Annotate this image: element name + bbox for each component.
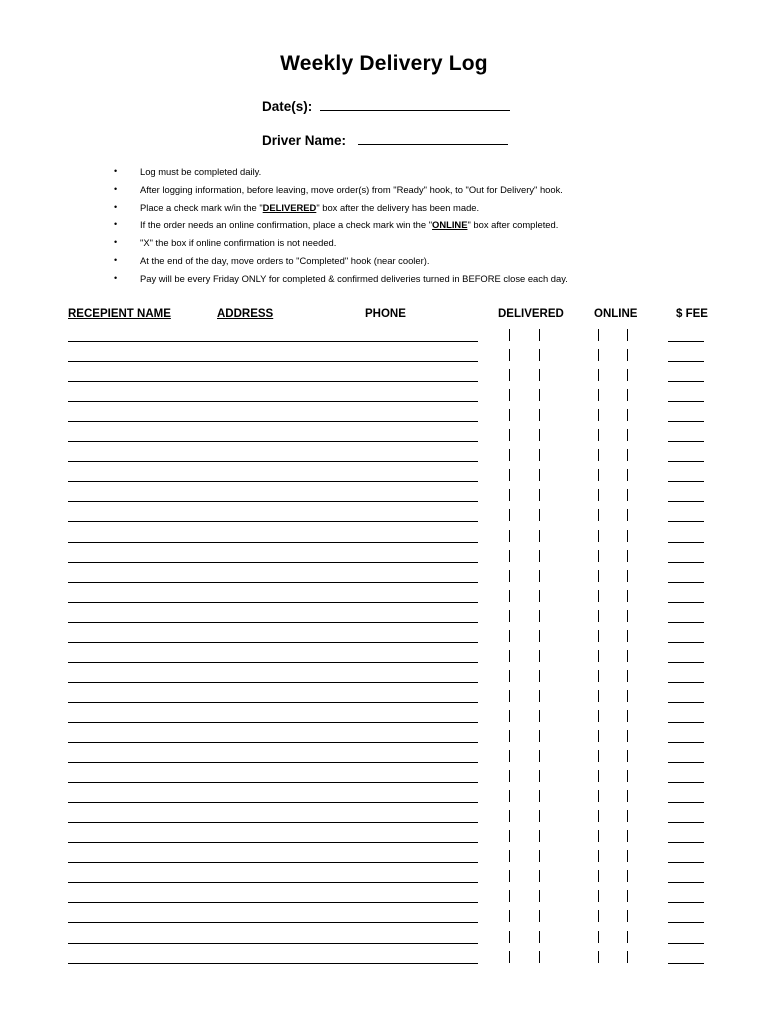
online-box-right-edge [627,389,628,401]
online-box-left-edge [598,610,599,622]
online-box-left-edge [598,810,599,822]
instruction-text: " box after the delivery has been made. [316,201,480,213]
driver-name-blank-line[interactable] [358,132,508,145]
online-box-right-edge [627,850,628,862]
bullet-icon: • [114,272,118,283]
delivered-box-right-edge [539,910,540,922]
log-row [0,803,768,823]
delivered-box-right-edge [539,489,540,501]
online-box-left-edge [598,329,599,341]
delivered-box-right-edge [539,951,540,963]
online-box-left-edge [598,951,599,963]
delivered-box-right-edge [539,409,540,421]
log-row [0,924,768,944]
online-box-left-edge [598,650,599,662]
log-row [0,723,768,743]
delivered-box-left-edge [509,850,510,862]
instruction-text: Place a check mark w/in the " [140,201,263,213]
instruction-text: After logging information, before leaving, move order(s) from "Ready" hook, to "Out for Delivery" hook. [140,183,563,195]
delivered-box-left-edge [509,750,510,762]
delivered-box-left-edge [509,389,510,401]
column-header-recipient-name: RECEPIENT NAME [68,308,171,320]
online-box-left-edge [598,830,599,842]
online-box-right-edge [627,910,628,922]
delivered-box-right-edge [539,389,540,401]
log-row [0,362,768,382]
log-row [0,342,768,362]
delivered-box-left-edge [509,550,510,562]
online-box-right-edge [627,650,628,662]
online-box-left-edge [598,349,599,361]
instruction-item [114,252,764,270]
online-box-left-edge [598,890,599,902]
delivered-box-left-edge [509,931,510,943]
log-row [0,402,768,422]
dates-blank-line[interactable] [320,98,510,111]
instruction-text: Log must be completed daily. [140,166,262,177]
online-box-right-edge [627,670,628,682]
instruction-text: " box after completed. [467,219,559,231]
dates-field [262,98,510,114]
delivered-box-right-edge [539,610,540,622]
online-box-right-edge [627,750,628,762]
online-box-right-edge [627,369,628,381]
online-box-left-edge [598,429,599,441]
online-box-right-edge [627,449,628,461]
log-row [0,883,768,903]
delivered-box-left-edge [509,590,510,602]
log-row [0,462,768,482]
delivered-box-left-edge [509,509,510,521]
delivered-box-right-edge [539,870,540,882]
driver-name-label: Driver Name: [262,133,347,148]
online-box-left-edge [598,750,599,762]
online-box-left-edge [598,550,599,562]
log-row [0,523,768,543]
delivered-box-left-edge [509,770,510,782]
log-row [0,482,768,502]
online-box-left-edge [598,469,599,481]
online-box-left-edge [598,690,599,702]
delivered-box-left-edge [509,469,510,481]
delivered-box-right-edge [539,329,540,341]
delivered-box-right-edge [539,750,540,762]
delivered-box-left-edge [509,329,510,341]
online-box-left-edge [598,489,599,501]
online-box-left-edge [598,509,599,521]
instruction-item [114,199,764,217]
delivered-box-right-edge [539,550,540,562]
online-box-right-edge [627,730,628,742]
log-row [0,623,768,643]
log-row [0,322,768,342]
instruction-item [114,181,764,199]
instruction-emphasis: DELIVERED [262,201,317,213]
online-box-left-edge [598,590,599,602]
delivered-box-right-edge [539,369,540,381]
online-box-left-edge [598,630,599,642]
column-header-online: ONLINE [594,308,638,320]
online-box-right-edge [627,870,628,882]
driver-name-field [262,132,508,148]
bullet-icon: • [114,219,118,230]
delivered-box-left-edge [509,650,510,662]
log-row [0,743,768,763]
online-box-right-edge [627,890,628,902]
online-box-left-edge [598,710,599,722]
online-box-right-edge [627,509,628,521]
log-row [0,663,768,683]
delivered-box-left-edge [509,349,510,361]
online-box-left-edge [598,770,599,782]
column-header-address: ADDRESS [217,308,274,320]
online-box-left-edge [598,570,599,582]
instruction-text: If the order needs an online confirmation, place a check mark win the " [140,219,433,231]
online-box-right-edge [627,550,628,562]
bullet-icon: • [114,237,118,248]
online-box-right-edge [627,329,628,341]
delivered-box-left-edge [509,670,510,682]
bullet-icon: • [114,201,118,212]
delivered-box-left-edge [509,630,510,642]
delivered-box-right-edge [539,670,540,682]
online-box-right-edge [627,429,628,441]
delivered-box-left-edge [509,810,510,822]
online-box-left-edge [598,870,599,882]
log-row [0,763,768,783]
online-box-left-edge [598,449,599,461]
delivered-box-right-edge [539,931,540,943]
delivered-box-right-edge [539,509,540,521]
instruction-item [114,163,764,181]
delivered-box-left-edge [509,570,510,582]
delivered-box-left-edge [509,730,510,742]
online-box-right-edge [627,630,628,642]
online-box-left-edge [598,409,599,421]
delivered-box-right-edge [539,890,540,902]
dates-label: Date(s): [262,99,313,114]
page-title: Weekly Delivery Log [280,52,488,75]
log-row [0,823,768,843]
log-row [0,603,768,623]
instructions-list [114,163,764,288]
delivered-box-left-edge [509,910,510,922]
log-row [0,903,768,923]
log-row [0,502,768,522]
delivered-box-right-edge [539,730,540,742]
delivered-box-left-edge [509,610,510,622]
online-box-right-edge [627,810,628,822]
online-box-right-edge [627,830,628,842]
online-box-left-edge [598,910,599,922]
online-box-left-edge [598,850,599,862]
instruction-item [114,216,764,234]
column-header-phone: PHONE [365,308,406,320]
online-box-left-edge [598,530,599,542]
log-row [0,863,768,883]
online-box-right-edge [627,931,628,943]
delivered-box-left-edge [509,530,510,542]
entry-blank-line[interactable] [68,963,478,964]
delivered-box-right-edge [539,530,540,542]
delivered-box-right-edge [539,650,540,662]
delivered-box-left-edge [509,690,510,702]
delivered-box-right-edge [539,590,540,602]
log-row [0,683,768,703]
instruction-text: "X" the box if online confirmation is not needed. [140,237,337,249]
log-row [0,583,768,603]
delivered-box-right-edge [539,830,540,842]
log-row [0,382,768,402]
delivered-box-left-edge [509,449,510,461]
instruction-emphasis: ONLINE [432,219,468,231]
instruction-text: Pay will be every Friday ONLY for completed & confirmed deliveries turned in BEFORE close each day. [140,272,568,284]
online-box-right-edge [627,690,628,702]
online-box-right-edge [627,790,628,802]
delivered-box-right-edge [539,630,540,642]
log-row [0,422,768,442]
delivered-box-left-edge [509,710,510,722]
delivered-box-left-edge [509,429,510,441]
delivered-box-left-edge [509,790,510,802]
column-header-fee: $ FEE [676,308,708,320]
delivered-box-right-edge [539,449,540,461]
fee-blank-line[interactable] [668,963,704,964]
online-box-right-edge [627,590,628,602]
online-box-right-edge [627,409,628,421]
delivered-box-right-edge [539,770,540,782]
delivered-box-right-edge [539,710,540,722]
online-box-right-edge [627,570,628,582]
online-box-right-edge [627,530,628,542]
online-box-left-edge [598,730,599,742]
log-row [0,563,768,583]
delivered-box-right-edge [539,469,540,481]
online-box-right-edge [627,469,628,481]
delivered-box-right-edge [539,810,540,822]
delivered-box-right-edge [539,429,540,441]
online-box-right-edge [627,710,628,722]
delivered-box-left-edge [509,830,510,842]
delivered-box-left-edge [509,489,510,501]
column-header-delivered: DELIVERED [498,308,564,320]
bullet-icon: • [114,254,118,265]
online-box-left-edge [598,389,599,401]
delivered-box-left-edge [509,890,510,902]
log-row [0,442,768,462]
log-row [0,944,768,964]
delivered-box-right-edge [539,790,540,802]
bullet-icon: • [114,166,118,176]
online-box-right-edge [627,770,628,782]
instruction-item [114,270,764,288]
delivered-box-left-edge [509,870,510,882]
log-row [0,783,768,803]
delivered-box-right-edge [539,570,540,582]
delivered-box-left-edge [509,369,510,381]
delivered-box-left-edge [509,409,510,421]
bullet-icon: • [114,183,118,194]
delivered-box-left-edge [509,951,510,963]
online-box-left-edge [598,931,599,943]
online-box-right-edge [627,610,628,622]
log-row [0,843,768,863]
log-row [0,543,768,563]
online-box-left-edge [598,790,599,802]
delivered-box-right-edge [539,349,540,361]
online-box-right-edge [627,489,628,501]
instruction-text: At the end of the day, move orders to "Completed" hook (near cooler). [140,254,430,266]
log-row [0,703,768,723]
online-box-right-edge [627,951,628,963]
log-row [0,643,768,663]
online-box-left-edge [598,369,599,381]
online-box-right-edge [627,349,628,361]
delivered-box-right-edge [539,690,540,702]
instruction-item [114,234,764,252]
delivered-box-right-edge [539,850,540,862]
online-box-left-edge [598,670,599,682]
